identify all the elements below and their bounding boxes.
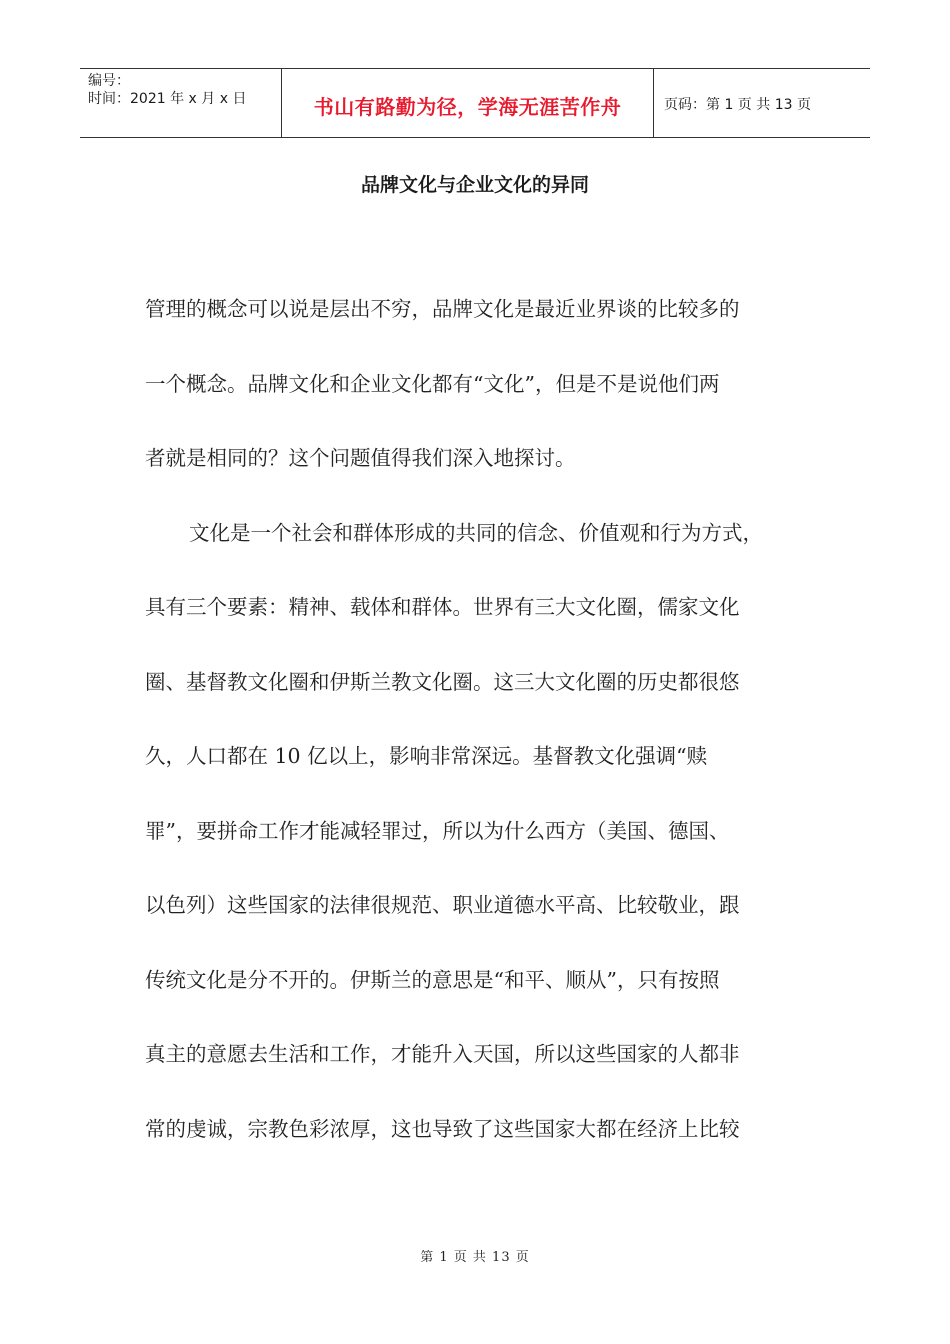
paragraph-line: 常的虔诚，宗教色彩浓厚，这也导致了这些国家大都在经济上比较	[145, 1116, 740, 1141]
time-label: 时间：2021 年 x 月 x 日	[88, 91, 247, 107]
paragraph-line: 传统文化是分不开的。伊斯兰的意思是“和平、顺从”，只有按照	[145, 967, 720, 992]
number-label: 编号：	[88, 73, 130, 89]
paragraph-line: 久，人口都在 10 亿以上，影响非常深远。基督教文化强调“赎	[145, 744, 708, 768]
header-motto-cell	[282, 69, 654, 137]
header-page-cell	[654, 69, 870, 137]
header-table	[80, 68, 870, 138]
paragraph-line: 以色列）这些国家的法律很规范、职业道德水平高、比较敬业，跟	[145, 893, 740, 917]
motto-text: 书山有路勤为径，学海无涯苦作舟	[313, 94, 622, 119]
document-body	[145, 292, 800, 1186]
page-footer: 第 1 页 共 13 页	[420, 1250, 530, 1265]
paragraph-line: 具有三个要素：精神、载体和群体。世界有三大文化圈，儒家文化	[145, 595, 740, 619]
paragraph-line: 文化是一个社会和群体形成的共同的信念、价值观和行为方式，	[189, 520, 763, 545]
page-info: 页码：第 1 页 共 13 页	[664, 97, 811, 113]
paragraph-line: 圈、基督教文化圈和伊斯兰教文化圈。这三大文化圈的历史都很悠	[145, 669, 740, 694]
paragraph-line: 一个概念。品牌文化和企业文化都有“文化”，但是不是说他们两	[145, 371, 720, 396]
header-meta-cell	[80, 69, 282, 137]
paragraph-line: 罪”，要拼命工作才能减轻罪过，所以为什么西方（美国、德国、	[145, 818, 730, 843]
paragraph-line: 真主的意愿去生活和工作，才能升入天国，所以这些国家的人都非	[145, 1042, 740, 1066]
document-title: 品牌文化与企业文化的异同	[360, 174, 589, 196]
paragraph-line: 管理的概念可以说是层出不穷，品牌文化是最近业界谈的比较多的	[145, 297, 740, 321]
paragraph-line: 者就是相同的？这个问题值得我们深入地探讨。	[145, 446, 576, 470]
